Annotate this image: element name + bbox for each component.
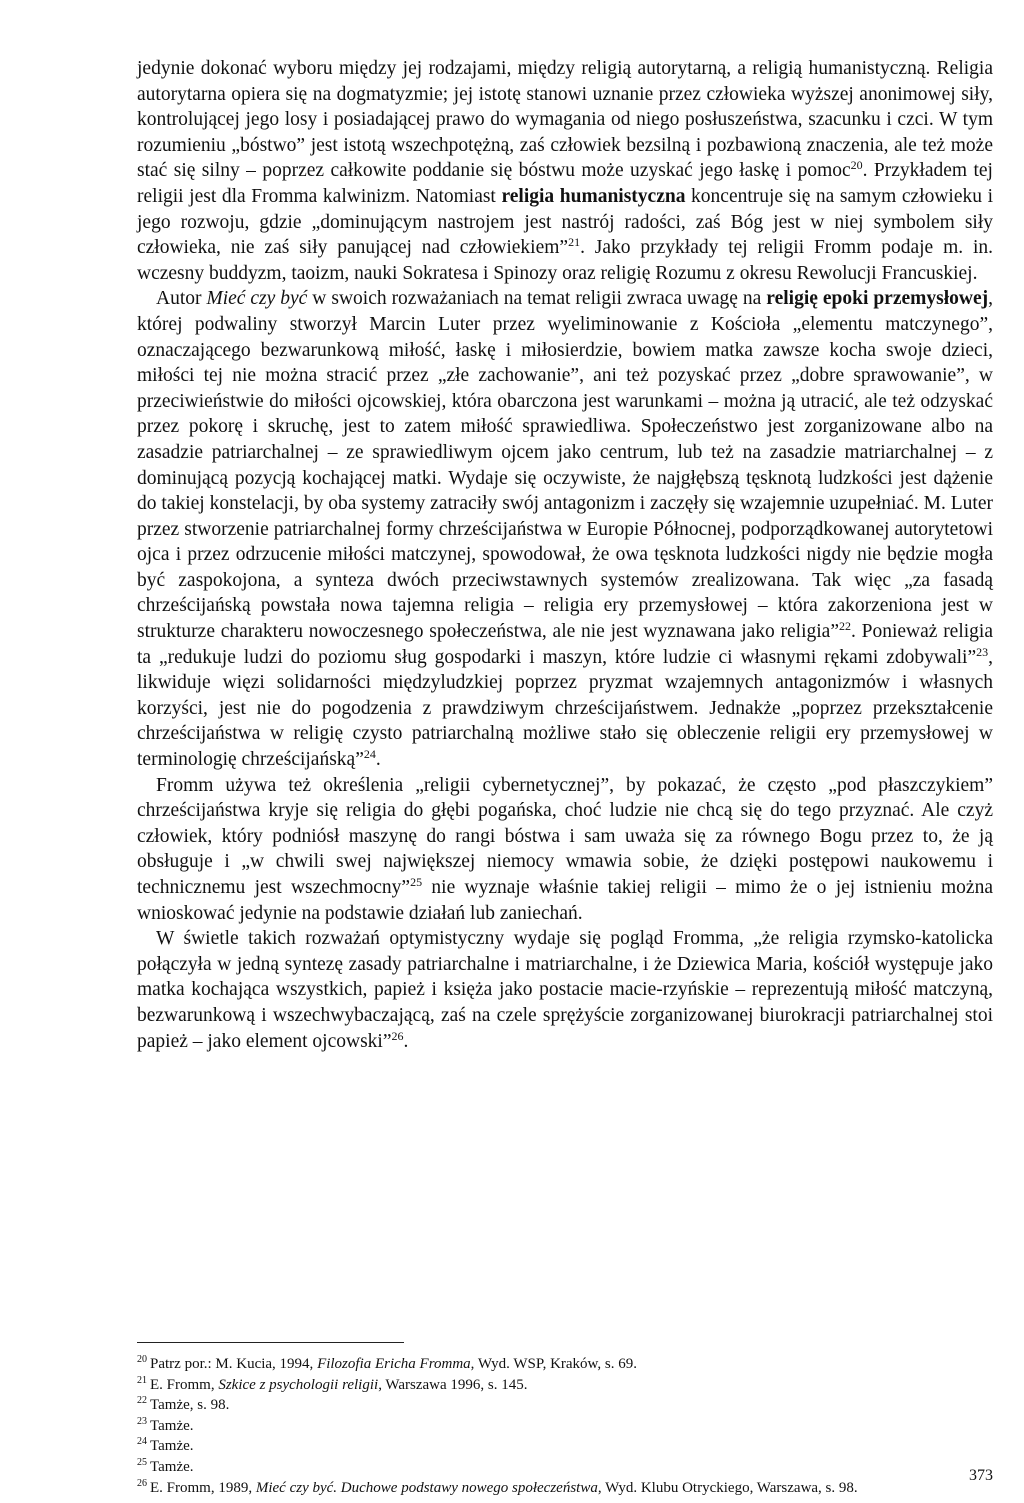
text-run: E. Fromm,	[150, 1376, 219, 1393]
footnote-22	[137, 1395, 993, 1416]
italic-text: Szkice z psychologii religii	[218, 1376, 379, 1393]
footnote-divider	[137, 1342, 404, 1343]
footnote-25	[137, 1457, 993, 1478]
text-run: , której podwaliny stworzył Marcin Luter przez wyeliminowanie z Kościoła „elementu matczynego”, oznaczającego bezwarunkową miłość, łaskę i miłosierdzie, bowiem matka zawsze kocha swoje dzieci, miłości tej nie można stracić przez „złe zachowanie”, ani też pozyskać przez „dobre sprawowanie”, w przeciwieństwie do miłości ojcowskiej, która obarczona jest warunkami – można ją utracić, ale też odzyskać przez pokorę i skruchę, jest to zatem miłość sprawiedliwa. Społeczeństwo jest zorganizowane albo na zasadzie patriarchalnej – ze sprawiedliwym ojcem jako centrum, lub też na zasadzie matriarchalnej – z dominującą pozycją kochającej matki. Wydaje się oczywiste, że najgłębszą tęsknotą ludzkości jest dążenie do takiej konstelacji, by oba systemy zatraciły swój antagonizm i zaczęły się wzajemnie uzupełniać. M. Luter przez stworzenie patriarchalnej formy chrześcijaństwa w Europie Północnej, podporządkowanej autorytetowi ojca i przez odrzucenie miłości matczynej, spowodował, że owa tęsknota ludzkości nigdy nie będzie mogła być zaspokojona, a synteza dwóch przeciwstawnych systemów zrealizowana. Tak więc „za fasadą chrześcijańską powstała nowa tajemna religia – religia ery przemysłowej – która zakorzeniona jest w strukturze charakteru nowoczesnego społeczeństwa, ale nie jest wyznawana jako religia”	[137, 288, 994, 643]
footnote-text	[150, 1480, 858, 1496]
italic-text: Mieć czy być	[206, 288, 308, 310]
footnote-23	[137, 1416, 993, 1437]
text-run: Autor	[156, 288, 207, 310]
text-run: Tamże.	[150, 1417, 194, 1434]
footnote-text	[150, 1397, 229, 1413]
footnote-20	[137, 1354, 993, 1375]
text-run: . Przykładem tej religii jest dla Fromma kalwinizm. Natomiast	[137, 160, 993, 207]
footnote-reference: 21	[568, 235, 581, 250]
footnotes	[137, 1354, 993, 1498]
text-run: nie wyznaje właśnie takiej religii – mimo że o jej istnieniu można wnioskować jedynie na podstawie działań lub zaniechań.	[137, 877, 993, 924]
text-run: .	[403, 1030, 409, 1052]
text-run: jedynie dokonać wyboru między jej rodzajami, między religią autorytarną, a religią humanistyczną. Religia autorytarna opiera się na dogmatyzmie; jej istotę stanowi uznanie przez człowieka wyższej anonimowej siły, kontrolującej jego losy i posiadającej prawo do wymagania od niego posłuszeństwa, szacunku i czci. W tym rozumieniu „bóstwo” jest istotą wszechpotężną, zaś człowiek bezsilną i pozbawioną znaczenia, ale też może stać się silny – poprzez całkowite poddanie się bóstwu może uzyskać jego łaskę i pomoc	[137, 58, 993, 182]
footnote-24	[137, 1436, 993, 1457]
text-run: koncentruje się na samym człowieku i jego rozwoju, gdzie „dominującym nastrojem jest nastrój radości, zaś Bóg jest w niej symbolem siły człowieka, nie zaś siły panującej nad człowiekiem”	[137, 185, 993, 259]
text-run: Tamże.	[150, 1458, 194, 1475]
footnote-text	[150, 1459, 194, 1475]
footnote-number: 24	[137, 1436, 147, 1448]
text-run: , Wyd. WSP, Kraków, s. 69.	[470, 1356, 637, 1372]
footnote-number: 20	[137, 1354, 147, 1365]
text-run: Patrz por.: M. Kucia, 1994,	[150, 1356, 318, 1372]
italic-text: Filozofia Ericha Fromma	[317, 1356, 471, 1372]
text-run: . Jako przykłady tej religii Fromm podaje m. in. wczesny buddyzm, taoizm, nauki Sokratesa i Spinozy oraz religię Rozumu z okresu Rewolucji Francuskiej.	[137, 237, 994, 284]
text-run: Fromm używa też określenia „religii cybernetycznej”, by pokazać, że często „pod płaszczykiem” chrześcijaństwa kryje się religia do głębi pogańska, choć ludzie nie chcą się do tego przyznać. Ale czyż człowiek, który podniósł maszynę do rangi bóstwa i sam uważa się za równego Bogu przez to, że ją obsługuje i „w chwili swej największej niemocy wmawia sobie, że dzięki postępowi naukowemu i technicznemu jest wszechmocny”	[137, 774, 993, 898]
text-run: , likwiduje więzi solidarności międzyludzkiej poprzez pryzmat wzajemnych antagonizmów i własnych korzyści, jest nie do pogodzenia z prawdziwym chrześcijaństwem. Jednakże „poprzez przekształcenie chrześcijaństwa w religię czysto patriarchalną możliwe stało się obleczenie religii ery przemysłowej w terminologię chrześcijańską”	[137, 646, 993, 771]
footnote-reference: 23	[976, 644, 989, 659]
footnote-number: 25	[137, 1456, 147, 1468]
page-number: 373	[969, 1467, 993, 1484]
footnote-text	[150, 1418, 194, 1434]
footnote-21	[137, 1375, 993, 1396]
text-run: , Wyd. Klubu Otryckiego, Warszawa, s. 98.	[597, 1479, 858, 1496]
text-run: E. Fromm, 1989,	[150, 1479, 256, 1496]
paragraph-3	[137, 773, 993, 927]
text-run: . Ponieważ religia ta „redukuje ludzi do poziomu sług gospodarki i maszyn, które ludzie ci własnymi rękami zdobywali”	[137, 621, 993, 668]
text-run: W świetle takich rozważań optymistyczny wydaje się pogląd Fromma, „że religia rzymsko-katolicka połączyła w jedną syntezę zasady patriarchalne i matriarchalne, i że Dziewica Maria, kościół występuje jako matka kochająca wszystkich, papież i księża jako postacie macie-rzyńskie – reprezentują miłość matczyną, bezwarunkową i wszechwybaczającą, zaś na czele sprężyście zorganizowanej biurokracji patriarchalnej stoi papież – jako element ojcowski”	[137, 928, 993, 1052]
bold-text: religię epoki przemysłowej	[766, 288, 989, 310]
text-run: Tamże, s. 98.	[150, 1397, 230, 1414]
footnote-reference: 24	[363, 747, 376, 762]
text-run: w swoich rozważaniach na temat religii zwraca uwagę na	[307, 288, 767, 310]
paragraph-2	[137, 286, 993, 772]
footnote-reference: 26	[391, 1028, 404, 1043]
footnote-number: 22	[137, 1395, 147, 1407]
footnote-reference: 25	[410, 875, 423, 889]
footnote-text	[150, 1356, 637, 1372]
main-text	[137, 56, 993, 1054]
text-run: .	[375, 749, 381, 771]
footnote-number: 23	[137, 1415, 147, 1427]
italic-text: Mieć czy być. Duchowe podstawy nowego społeczeństwa	[255, 1479, 598, 1496]
footnote-number: 26	[137, 1477, 147, 1489]
footnote-reference: 22	[839, 619, 851, 634]
paragraph-4	[137, 926, 993, 1054]
footnote-26	[137, 1478, 993, 1499]
footnote-text	[150, 1438, 194, 1454]
footnote-reference: 20	[850, 158, 863, 173]
footnote-number: 21	[137, 1374, 147, 1386]
bold-text: religia humanistyczna	[501, 185, 686, 207]
footnote-text	[150, 1377, 528, 1393]
paragraph-1	[137, 56, 993, 286]
text-run: Tamże.	[150, 1438, 194, 1455]
text-run: , Warszawa 1996, s. 145.	[378, 1376, 528, 1393]
